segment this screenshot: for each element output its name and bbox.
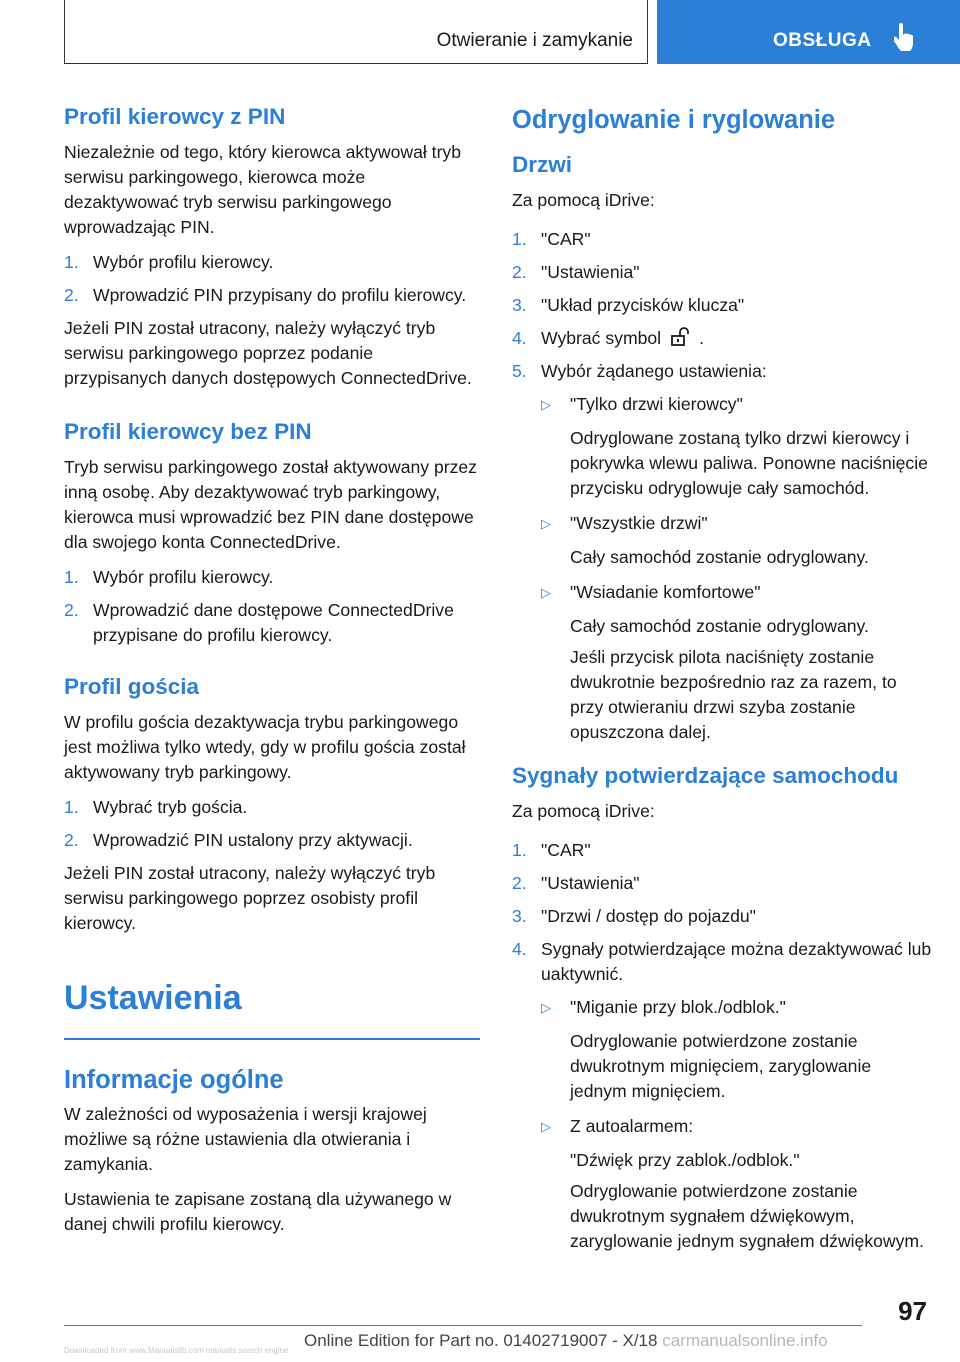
heading-pin-profile: Profil kierowcy z PIN bbox=[64, 104, 286, 129]
pin-paragraph-1: Niezależnie od tego, który kierowca aktywował tryb serwisu parkingowego, kierowca może dezaktywować tryb serwisu parkingowego wprowadzając PIN. bbox=[64, 142, 462, 237]
list-item: 4. Wybrać symbol . bbox=[512, 328, 704, 348]
list-item: 5. Wybór żądanego ustawienia: bbox=[512, 361, 767, 381]
pin-paragraph-2: Jeżeli PIN został utracony, należy wyłączyć tryb serwisu parkingowego poprzez podanie przypisanych danych dostępowych ConnectedDrive. bbox=[64, 318, 472, 388]
pin-steps bbox=[64, 250, 480, 308]
list-item: 2. Wprowadzić PIN ustalony przy aktywacji. bbox=[64, 830, 413, 850]
list-item: 1. "CAR" bbox=[512, 229, 591, 249]
list-item: 4. Sygnały potwierdzające można dezaktywować lub uaktywnić. bbox=[512, 939, 932, 984]
triangle-bullet-icon: ▷ bbox=[541, 516, 551, 531]
left-column bbox=[64, 100, 480, 1247]
guest-paragraph-1: W profilu gościa dezaktywacja trybu parkingowego jest możliwa tylko wtedy, gdy w profilu gościa został aktywowany tryb parkingowy. bbox=[64, 712, 466, 782]
header-section-tab bbox=[657, 0, 960, 64]
heading-doors: Drzwi bbox=[512, 152, 573, 177]
doors-intro: Za pomocą iDrive: bbox=[512, 190, 655, 210]
list-item: 3. "Układ przycisków klucza" bbox=[512, 295, 745, 315]
signals-intro: Za pomocą iDrive: bbox=[512, 801, 655, 821]
footer-edition: Online Edition for Part no. 01402719007 - X/18 carmanualsonline.info bbox=[304, 1331, 828, 1350]
no-pin-steps bbox=[64, 565, 480, 648]
triangle-bullet-icon: ▷ bbox=[541, 1119, 551, 1134]
doors-steps bbox=[512, 227, 932, 384]
list-item: 1. Wybór profilu kierowcy. bbox=[64, 567, 274, 587]
footer-watermark: carmanualsonline.info bbox=[662, 1331, 828, 1350]
chapter-title: Otwieranie i zamykanie bbox=[436, 30, 633, 51]
info-paragraph-1: W zależności od wyposażenia i wersji krajowej możliwe są różne ustawienia dla otwierania i zamykania. bbox=[64, 1104, 427, 1174]
header-chapter-box bbox=[64, 0, 648, 64]
list-item: ▷ "Tylko drzwi kierowcy" Odryglowane zostaną tylko drzwi kierowcy i pokrywka wlewu paliwa. Ponowne naciśnięcie przycisku odryglowuje cały samochód. bbox=[541, 394, 928, 498]
triangle-bullet-icon: ▷ bbox=[541, 585, 551, 600]
list-item: 3. "Drzwi / dostęp do pojazdu" bbox=[512, 906, 756, 926]
heading-settings: Ustawienia bbox=[64, 974, 480, 1040]
list-item: ▷ Z autoalarmem: "Dźwięk przy zablok./odblok." Odryglowanie potwierdzone zostanie dwukrotnym sygnałem dźwiękowym, zaryglowanie jednym sygnałem dźwiękowym. bbox=[541, 1116, 924, 1251]
list-item: 2. "Ustawienia" bbox=[512, 873, 640, 893]
heading-unlock-lock: Odryglowanie i ryglowanie bbox=[512, 106, 836, 134]
triangle-bullet-icon: ▷ bbox=[541, 1000, 551, 1015]
doors-options bbox=[512, 392, 932, 745]
unlock-padlock-icon bbox=[669, 326, 691, 348]
page-number: 97 bbox=[898, 1296, 927, 1326]
heading-confirmation-signals: Sygnały potwierdzające samochodu bbox=[512, 763, 899, 788]
list-item: ▷ "Wsiadanie komfortowe" Cały samochód zostanie odryglowany. Jeśli przycisk pilota naciśnięty zostanie dwukrotnie bezpośrednio raz za razem, to przy otwieraniu drzwi szyba zostanie opuszczona dalej. bbox=[541, 582, 897, 742]
right-column bbox=[512, 100, 932, 1264]
heading-general-info: Informacje ogólne bbox=[64, 1066, 284, 1094]
guest-paragraph-2: Jeżeli PIN został utracony, należy wyłączyć tryb serwisu parkingowego poprzez osobisty profil kierowcy. bbox=[64, 863, 436, 933]
signals-options bbox=[512, 995, 932, 1254]
heading-no-pin-profile: Profil kierowcy bez PIN bbox=[64, 419, 312, 444]
triangle-bullet-icon: ▷ bbox=[541, 397, 551, 412]
no-pin-paragraph: Tryb serwisu parkingowego został aktywowany przez inną osobę. Aby dezaktywować tryb parkingowy, kierowca musi wprowadzić bez PIN dane dostępowe dla swojego konta ConnectedDrive. bbox=[64, 457, 477, 552]
list-item: ▷ "Miganie przy blok./odblok." Odryglowanie potwierdzone zostanie dwukrotnym mignięciem, zaryglowanie jednym mignięciem. bbox=[541, 997, 872, 1101]
footer-download-note: Downloaded from www.Manualslib.com manuals search engine bbox=[64, 1346, 289, 1355]
section-title: OBSŁUGA bbox=[773, 30, 872, 51]
list-item: 1. "CAR" bbox=[512, 840, 591, 860]
footer-rule bbox=[64, 1325, 862, 1326]
list-item: 2. Wprowadzić PIN przypisany do profilu kierowcy. bbox=[64, 285, 467, 305]
info-paragraph-2: Ustawienia te zapisane zostaną dla używanego w danej chwili profilu kierowcy. bbox=[64, 1189, 452, 1234]
signals-steps bbox=[512, 838, 932, 987]
list-item: ▷ "Wszystkie drzwi" Cały samochód zostanie odryglowany. bbox=[541, 513, 869, 567]
list-item: 2. "Ustawienia" bbox=[512, 262, 640, 282]
list-item: 1. Wybór profilu kierowcy. bbox=[64, 252, 274, 272]
heading-guest-profile: Profil gościa bbox=[64, 674, 200, 699]
list-item: 2. Wprowadzić dane dostępowe ConnectedDrive przypisane do profilu kierowcy. bbox=[64, 600, 454, 645]
guest-steps bbox=[64, 795, 480, 853]
list-item: 1. Wybrać tryb gościa. bbox=[64, 797, 248, 817]
pointing-hand-icon bbox=[894, 22, 916, 52]
